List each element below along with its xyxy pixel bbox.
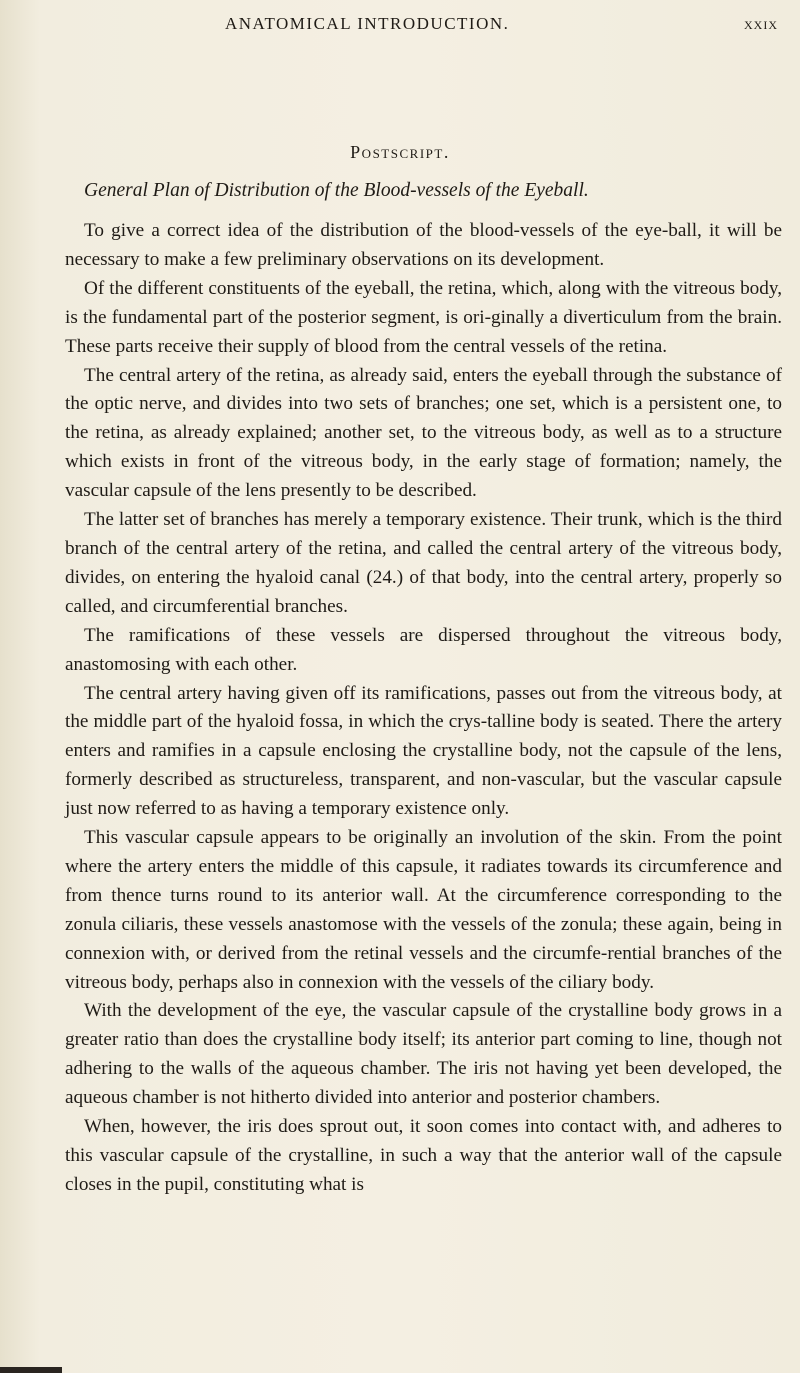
running-head-title: ANATOMICAL INTRODUCTION. [225,14,510,33]
page-number: xxix [744,14,778,33]
paragraph: With the development of the eye, the vascular capsule of the crystalline body grows in a greater ratio than does the crystalline body itself; its anterior part coming to line, though not adhering to the walls of the aqueous chamber. The iris not having yet been developed, the aqueous chamber is not hitherto divided into anterior and posterior chambers. [65,1000,782,1109]
section-heading: Postscript. [350,142,450,162]
paragraph: The latter set of branches has merely a temporary existence. Their trunk, which is the third branch of the central artery of the retina, and called the central artery of the vitreous body, divides, on entering the hyaloid canal (24.) of that body, into the central artery, properly so called, and circumferential branches. [65,509,782,617]
paragraph: This vascular capsule appears to be originally an involution of the skin. From the point where the artery enters the middle of this capsule, it radiates towards its circumference and from thence turns round to its anterior wall. At the circumference corresponding to the zonula ciliaris, these vessels anastomose with the vessels of the zonula; these again, being in connexion with, or derived from the retinal vessels and the circumfe-rential branches of the vitreous body, perhaps also in connexion with the vessels of the ciliary body. [65,827,782,993]
running-head [0,14,800,38]
paragraph: To give a correct idea of the distribution of the blood-vessels of the eye-ball, it will be necessary to make a few preliminary observations on its development. [65,220,782,270]
paragraph: The central artery having given off its ramifications, passes out from the vitreous body, at the middle part of the hyaloid fossa, in which the crys-talline body is seated. There the artery enters and ramifies in a capsule enclosing the crystalline body, not the capsule of the lens, formerly described as structureless, transparent, and non-vascular, but the vascular capsule just now referred to as having a temporary existence only. [65,682,782,820]
section-subheading: General Plan of Distribution of the Blood-vessels of the Eyeball. [84,180,589,201]
paragraph: Of the different constituents of the eyeball, the retina, which, along with the vitreous body, is the fundamental part of the posterior segment, is ori-ginally a diverticulum from the brain. These parts receive their supply of blood from the central vessels of the retina. [65,277,782,357]
page-edge-mark [0,1367,62,1373]
paragraph: The central artery of the retina, as already said, enters the eyeball through the substance of the optic nerve, and divides into two sets of branches; one set, which is a persistent one, to the retina, as already explained; another set, to the vitreous body, as well as to a structure which exists in front of the vitreous body, in the early stage of formation; namely, the vascular capsule of the lens presently to be described. [65,364,782,502]
paragraph: The ramifications of these vessels are dispersed throughout the vitreous body, anastomosing with each other. [65,624,782,675]
body-text [65,217,782,1200]
paragraph: When, however, the iris does sprout out, it soon comes into contact with, and adheres to this vascular capsule of the crystalline, in such a way that the anterior wall of the capsule closes in the pupil, constituting what is [65,1116,782,1195]
